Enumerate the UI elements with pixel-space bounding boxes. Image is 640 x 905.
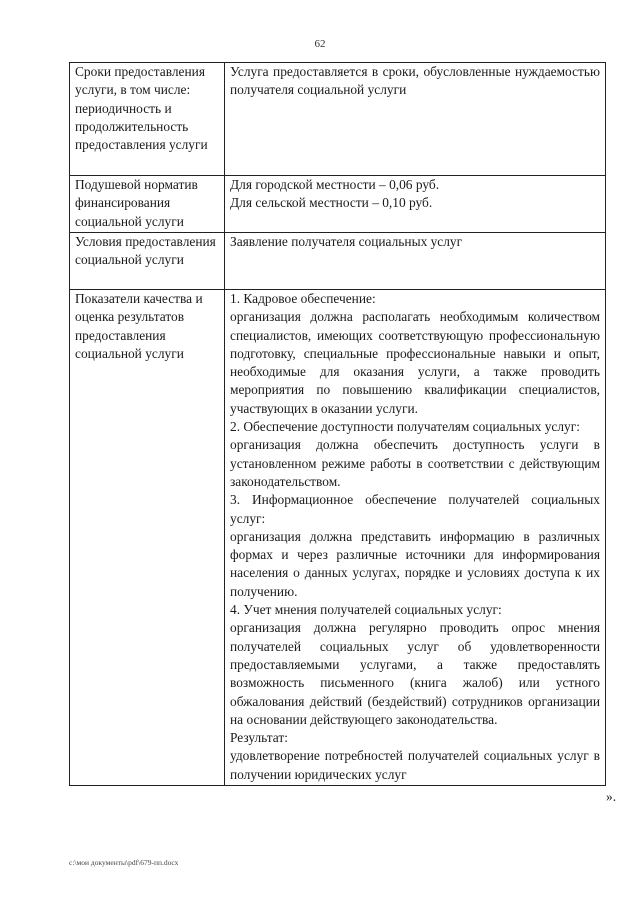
service-standard-table bbox=[69, 62, 606, 786]
footer-file-path: c:\мои документы\pdf\679-пп.docx bbox=[69, 858, 179, 867]
value-line: организация должна представить информацию в различных формах и через различные источники для информирования населения о данных услугах, порядке и условиях доступа к их получению. bbox=[230, 528, 600, 599]
value-line: Услуга предоставляется в сроки, обусловленные нуждаемостью получателя социальной услуги bbox=[230, 64, 600, 98]
value-line: организация должна обеспечить доступность услуги в установленном режиме работы в соответствии с действующим законодательством. bbox=[230, 437, 600, 489]
row-label-terms: Сроки предоставления услуги, в том числе: периодичность и продолжительность предоставления услуги bbox=[70, 63, 225, 176]
row-value-conditions bbox=[225, 233, 606, 290]
closing-quote-mark: ». bbox=[606, 789, 617, 804]
value-line: Для городской местности – 0,06 руб. bbox=[230, 177, 440, 192]
value-line: 4. Учет мнения получателей социальных услуг: bbox=[230, 602, 502, 618]
value-line: организация должна регулярно проводить опрос мнения получателей социальных услуг об удовлетворенности предоставляемыми услугами, а также предоставлять возможность письменного (книга жалоб) или устного обжалования действий (бездействий) сотрудников организации на основании действующего законодательства. bbox=[230, 620, 600, 727]
value-line: 1. Кадровое обеспечение: bbox=[230, 291, 376, 306]
value-line: удовлетворение потребностей получателей социальных услуг в получении юридических услуг bbox=[230, 748, 600, 782]
row-label-funding: Подушевой норматив финансирования социальной услуги bbox=[70, 176, 225, 233]
row-label-conditions: Условия предоставления социальной услуги bbox=[70, 233, 225, 290]
row-value-funding bbox=[225, 176, 606, 233]
table-row bbox=[70, 290, 606, 786]
table-row bbox=[70, 63, 606, 176]
value-line: организация должна располагать необходимым количеством специалистов, имеющих соответствующую профессиональную подготовку, специальные профессиональные навыки и опыт, необходимые для оказания услуги, а также проводить мероприятия по повышению квалификации специалистов, участвующих в оказании услуги. bbox=[230, 309, 600, 416]
value-line: Для сельской местности – 0,10 руб. bbox=[230, 195, 433, 211]
row-value-quality bbox=[225, 290, 606, 786]
value-line: 3. Информационное обеспечение получателей социальных услуг: bbox=[230, 492, 600, 526]
row-value-terms bbox=[225, 63, 606, 176]
table-row bbox=[70, 233, 606, 290]
page-number: 62 bbox=[314, 38, 326, 50]
row-label-quality: Показатели качества и оценка результатов предоставления социальной услуги bbox=[70, 290, 225, 786]
value-line: 2. Обеспечение доступности получателям социальных услуг: bbox=[230, 419, 580, 435]
table-row bbox=[70, 176, 606, 233]
value-line: Заявление получателя социальных услуг bbox=[230, 234, 463, 249]
value-line: Результат: bbox=[230, 730, 288, 746]
